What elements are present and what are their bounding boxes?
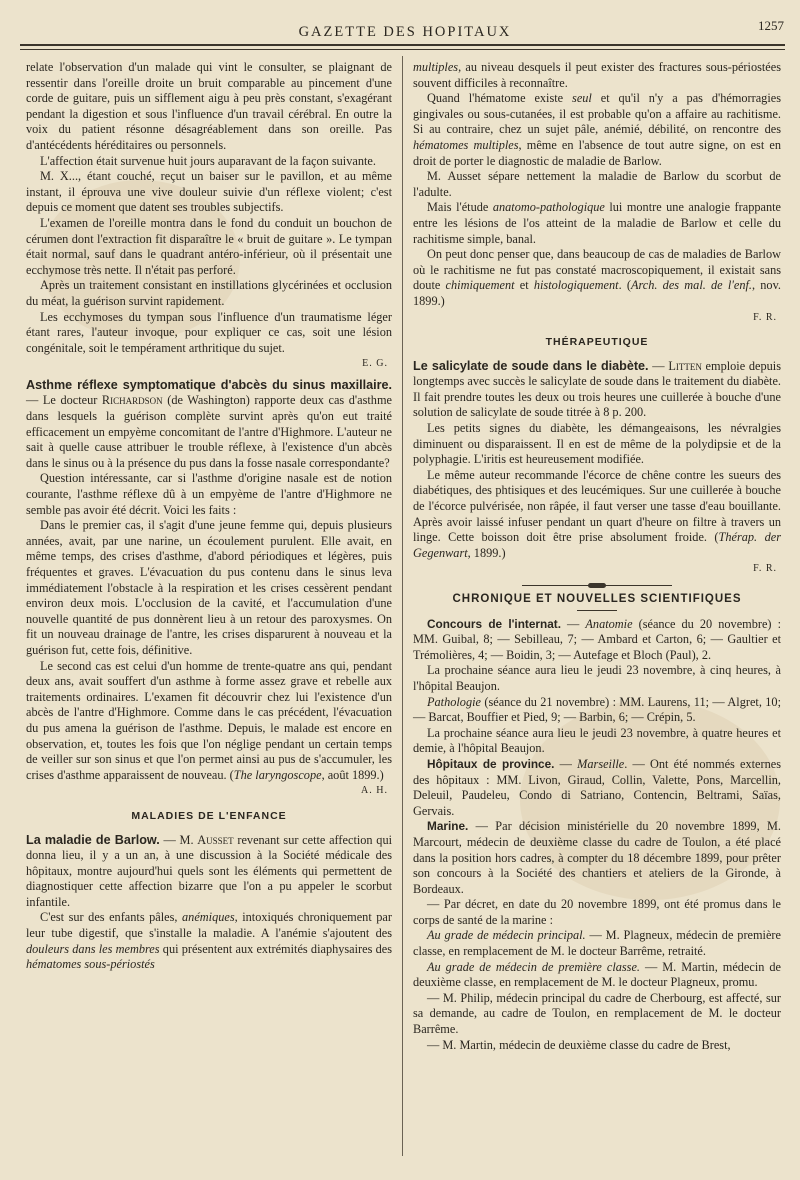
section-heading: MALADIES DE L'ENFANCE [131, 809, 287, 822]
paragraph: La prochaine séance aura lieu le jeudi 23 novembre, à cinq heures, à l'hôpital Beaujon. [413, 663, 781, 693]
text-run: — M. Plagneux, médecin de première classe, en remplacement de M. le docteur Barrême, retraité. [413, 928, 781, 959]
author-signature: A. H. [361, 785, 388, 797]
emphasis: seul [572, 91, 592, 106]
paragraph: — Par décret, en date du 20 novembre 1899, ont été promus dans le corps de santé de la marine : [413, 897, 781, 927]
article-salicylate [413, 359, 781, 421]
text-run: Mais l'étude [427, 200, 493, 215]
news-title: Marine. [427, 819, 469, 834]
text-run: . — Ont été nommés externes des hôpitaux : MM. Livon, Giraud, Collin, Valette, Pons, Marcellin, Deleuil, Paudeleu, Condo di Satriano, Contencin, Beltrami, Saïas, Gervais. [413, 756, 781, 818]
author-name: Richardson [101, 393, 163, 408]
text-run: (séance du 20 novembre) : MM. Guibal, 8; — Sebilleau, 7; — Ambard et Carton, 6; — Gaultier et Trémolières, 4; — Boidin, 3; — Autefage et Bloch (Paul), 2. [413, 616, 781, 662]
page-number: 1257 [758, 18, 784, 33]
paragraph: Les ecchymoses du tympan sous l'influence d'un traumatisme léger étant rares, l'auteur invoque, pour expliquer ce cas, soit une lésion congénitale, soit le tempérament arthritique du sujet. [26, 309, 392, 355]
text-run: — M. Martin, médecin de deuxième classe, en remplacement de M. le docteur Plagneux, promu. [413, 959, 781, 990]
emphasis: hématomes sous-périostés [26, 957, 155, 972]
emphasis: histologiquement [533, 278, 619, 293]
text-run: — Par décision ministérielle du 20 novembre 1899, M. Marcourt, médecin de deuxième classe du cadre de Toulon, a été placé dans la position hors cadres, à compter du 18 décembre 1899, pour prêter son concours à la Société des chantiers et ateliers de la Gironde, à Bordeaux. [413, 819, 781, 896]
paragraph: Dans le premier cas, il s'agit d'une jeune femme qui, depuis plusieurs années, avait, par une narine, un écoulement purulent. Elle avait, en même temps, des crises d'asthme, d'abord périodiques et légères, puis fréquentes et graves. L'évacuation du pus contenu dans le sinus leva immédiatement l'obstacle à la respiration et les crises cessèrent pendant environ deux mois. L'occlusion de la cavité, et l'accumulation d'une nouvelle quantité de pus donnèrent lieu à un retour des paroxysmes. On fit un nouveau drainage de l'antre, les crises disparurent à nouveau et la guérison fut, cette fois, définitive. [26, 518, 392, 657]
ornamental-divider [522, 585, 672, 586]
paragraph: Les petits signes du diabète, les démangeaisons, les névralgies diminuent ou disparaissent. Il en est de même de la polydipsie et de la polyphagie. L'iritis est heureusement modifiée. [413, 421, 781, 467]
section-heading: CHRONIQUE ET NOUVELLES SCIENTIFIQUES [452, 593, 742, 605]
emphasis: Au grade de médecin principal. [427, 928, 586, 943]
emphasis: Au grade de médecin de première classe. [427, 959, 640, 974]
text-run: lui montre une analogie frappante entre les lésions de l'os atteint de la maladie de Barlow et celle du rachitisme simple, banal. [413, 200, 781, 246]
paragraph: L'examen de l'oreille montra dans le fond du conduit un bouchon de cérumen dont l'extraction fit disparaître le « bruit de guitare ». Le tympan était normal, sauf dans le quadrant antéro-inférieur, où il présentait une ecchymose très nette. Il n'était pas perforé. [26, 215, 392, 277]
text-run: et qu'il n'y a pas d'hémorragies gingivales ou sous-cutanées, il est probable qu'on a affaire au rachitisme. Si au contraire, chez un sujet pâle, anémié, débilité, on rencontre des [413, 91, 781, 137]
article-asthme [26, 378, 392, 472]
text-run: emploie depuis longtemps avec succès le salicylate de soude dans le traitement du diabète. Il fait prendre toutes les deux ou trois heures une cuillerée à bouche d'une solution de salicylate de soude titrée à 8 p. 200. [413, 358, 781, 420]
paragraph [413, 60, 781, 91]
text-run: — Le docteur [26, 393, 102, 408]
text-run: (de Washington) rapporte deux cas d'asthme dans lesquels la guérison complète survint après qu'on eut traité efficacement un empyème concomitant de l'antre d'Highmore. L'auteur ne sait à quelle cause attribuer le trouble réflexe, à l'existence d'un abcès dans le sinus ou à la présence du pus dans la fosse nasale correspondante? [26, 393, 392, 470]
author-signature: E. G. [362, 358, 388, 370]
text-run: — M. [159, 832, 198, 847]
right-column [413, 60, 781, 1053]
paragraph [413, 247, 781, 309]
text-run: , au niveau desquels il peut exister des fractures sous-périostées souvent difficiles à reconnaître. [413, 60, 781, 90]
emphasis: Pathologie [427, 694, 481, 709]
text-run: (séance du 21 novembre) : MM. Laurens, 11; — Algret, 10; — Barcat, Bouffier et Pied, 9; — Barbin, 6; — Crépin, 5. [413, 694, 781, 725]
text-run: . ( [618, 278, 631, 293]
journal-reference: The laryngoscope [233, 767, 322, 782]
emphasis: multiples [413, 60, 459, 74]
text-run: Le second cas est celui d'un homme de trente-quatre ans qui, pendant deux ans, avait souffert d'un asthme à forme assez grave et rebelle aux traitements ordinaires. L'examen fit découvrir chez lui l'existence d'un abcès de l'antre d'Highmore. Comme dans le cas précédent, l'évacuation du pus amena la guérison de l'asthme. Depuis, le malade est encore en observation, et, toutes les fois que l'on néglige pendant un certain temps de veiller sur son sinus et que l'on permet ainsi au pus de s'accumuler, les crises d'asthme apparaissent de nouveau. ( [26, 658, 392, 782]
paragraph: M. Ausset sépare nettement la maladie de Barlow du scorbut de l'adulte. [413, 169, 781, 199]
news-item [413, 757, 781, 819]
paragraph [413, 91, 781, 169]
paragraph [413, 928, 781, 959]
emphasis: anatomo-pathologique [492, 200, 605, 215]
paragraph [26, 659, 392, 784]
text-run: , 1899.) [467, 545, 506, 560]
article-title: Asthme réflexe symptomatique d'abcès du sinus maxillaire. [26, 377, 392, 392]
paragraph [26, 910, 392, 972]
emphasis: chimiquement [445, 278, 515, 293]
section-rule [577, 610, 617, 611]
author-signature: F. R. [753, 563, 777, 575]
text-run: On peut donc penser que, dans beaucoup de cas de maladies de Barlow où le rachitisme ne fut pas constaté macroscopiquement, il existait sans doute [413, 247, 781, 293]
text-run: , nov. 1899.) [413, 278, 782, 308]
emphasis: hématomes multiples [413, 137, 519, 152]
text-run: — [648, 358, 669, 373]
text-run: Quand l'hématome existe [427, 91, 573, 106]
news-item [413, 819, 781, 897]
journal-title: GAZETTE DES HOPITAUX [298, 24, 512, 40]
text-run: qui présentent aux extrémités diaphysaires des [159, 941, 393, 956]
paragraph [413, 468, 781, 562]
emphasis: anémiques [182, 910, 235, 925]
paragraph [413, 695, 781, 726]
author-name: Litten [668, 358, 702, 373]
paragraph: La prochaine séance aura lieu le jeudi 23 novembre, à quatre heures et demie, à l'hôpital Beaujon. [413, 725, 781, 756]
text-run: , intoxiqués chroniquement par leur tube digestif, que s'installe la maladie. A l'anémie s'ajoutent des [26, 910, 392, 941]
journal-reference: Thérap. der Gegenwart [413, 530, 781, 560]
article-barlow [26, 833, 392, 911]
text-run: — [554, 756, 578, 771]
journal-reference: Arch. des mal. de l'enf. [630, 278, 752, 293]
text-run: C'est sur des enfants pâles, [40, 910, 183, 925]
header-rule [20, 44, 785, 46]
text-run: Le même auteur recommande l'écorce de chêne contre les sueurs des diabétiques, des phtisiques et des leucémiques. Sur une cuillerée à bouche de l'écorce pulvérisée, non râpée, il faut verser une tasse d'eau bouillante. Après avoir laissé infuser pendant un quart d'heure on filtre à travers un linge. Cette boisson doit être prise absolument froide. ( [413, 467, 781, 545]
emphasis: douleurs dans les membres [26, 941, 160, 956]
author-name: Ausset [197, 832, 234, 847]
paragraph: L'affection était survenue huit jours auparavant de la façon suivante. [40, 153, 376, 168]
paragraph: M. X..., étant couché, reçut un baiser sur le pavillon, et au même instant, il éprouva une vive douleur suivie d'un réflexe violent; c'est depuis ce moment que datent ses troubles subjectifs. [26, 169, 392, 215]
paragraph: Après un traitement consistant en instillations glycérinées et occlusion du méat, la guérison survint rapidement. [26, 278, 392, 308]
text-run: — [560, 616, 586, 631]
text-run: revenant sur cette affection qui donna lieu, il y a un an, à une discussion à la Société médicale des hôpitaux, montre aujourd'hui quels sont les éléments qui permettent de diagnostiquer cette affection bizarre que l'on a pu appeler le scorbut infantile. [26, 832, 393, 909]
news-title: Concours de l'internat. [427, 616, 561, 631]
column-divider [402, 56, 403, 1156]
paragraph: — M. Philip, médecin principal du cadre de Cherbourg, est affecté, sur sa demande, au cadre de Toulon, en remplacement de M. le docteur Barrême. [413, 990, 781, 1037]
article-title: La maladie de Barlow. [26, 832, 160, 847]
news-title: Hôpitaux de province. [427, 756, 555, 771]
news-item [413, 617, 781, 664]
article-title: Le salicylate de soude dans le diabète. [413, 358, 649, 373]
header-rule-thin [20, 49, 785, 50]
left-column [26, 60, 392, 973]
section-heading: THÉRAPEUTIQUE [545, 336, 649, 349]
ornament-dot [588, 583, 606, 588]
text-run: et [514, 278, 534, 293]
paragraph: relate l'observation d'un malade qui vint le consulter, se plaignant de ressentir dans l'oreille droite un bruit comparable au pincement d'une corde de guitare, puis un sifflement aigu à peu près constant, s'exagérant pendant la digestion et sous l'influence d'un travail cérébral. En outre la voix du patient résonne désagréablement dans son oreille. Pas d'antécédents héréditaires ou personnels. [26, 60, 392, 152]
emphasis: Anatomie [585, 616, 633, 631]
paragraph: — M. Martin, médecin de deuxième classe du cadre de Brest, [427, 1037, 731, 1052]
emphasis: Marseille [577, 756, 625, 771]
author-signature: F. R. [753, 311, 777, 323]
text-run: , août 1899.) [321, 767, 384, 782]
paragraph [413, 200, 781, 247]
paragraph [413, 960, 781, 991]
paragraph: Question intéressante, car si l'asthme d'origine nasale est de notion courante, l'asthme réflexe dû à un empyème de l'antre d'Highmore ne semble pas avoir été décrit. Voici les faits : [26, 471, 392, 517]
text-run: , même en l'absence de tout autre signe, on est en droit de porter le diagnostic de maladie de Barlow. [413, 137, 781, 168]
